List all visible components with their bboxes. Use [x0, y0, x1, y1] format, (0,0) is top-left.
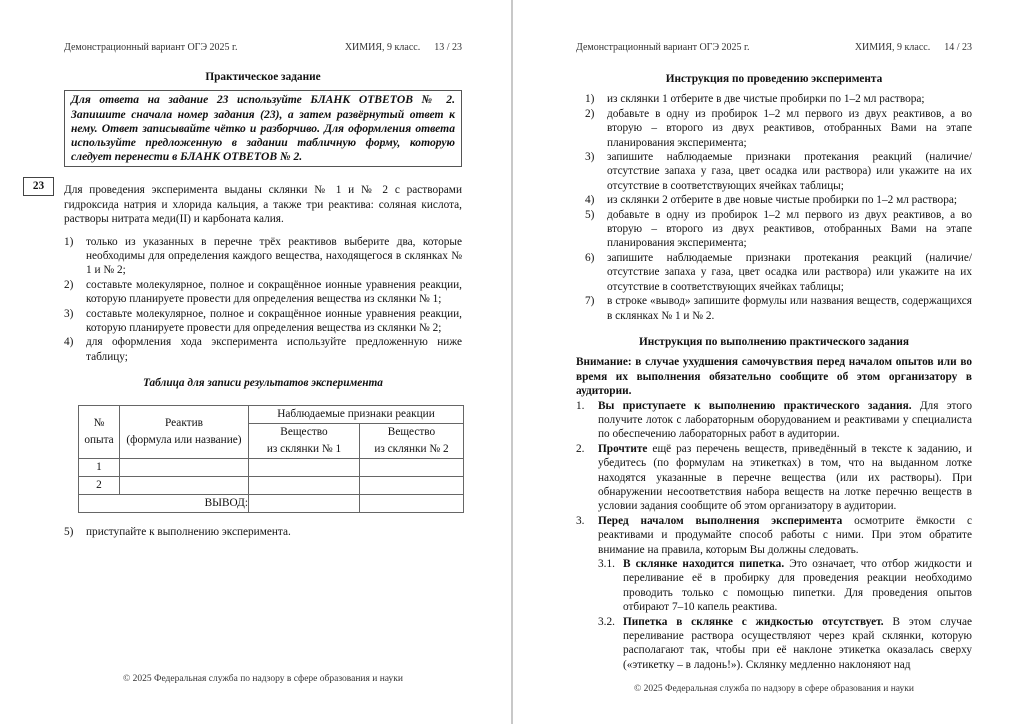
table-row: [79, 476, 464, 494]
list-item: [585, 107, 972, 150]
item-number: 2): [585, 107, 595, 120]
list-item: [585, 208, 972, 251]
header-no-line1: №: [93, 416, 105, 429]
section-title: Практическое задание: [205, 71, 321, 83]
list-item: [585, 294, 972, 323]
item-number: 1): [64, 235, 74, 248]
header-exam-title: Демонстрационный вариант ОГЭ 2025 г.: [576, 42, 750, 53]
header-subject: ХИМИЯ, 9 класс.: [344, 42, 421, 53]
list-item: [64, 335, 462, 364]
page-13: [0, 0, 511, 724]
task-number: 23: [23, 177, 54, 196]
list-item: [585, 193, 972, 207]
header-substance-2: [360, 423, 464, 458]
item-number: 7): [585, 295, 595, 308]
item-text: Это означает, что отбор жидкости и переливание её в пробирку для проведения реакции необходимо проводить только с помощью пипетки. Для проведения опытов отбирают 7–10 капель реактива.: [623, 558, 972, 614]
header-reagent: [120, 405, 249, 458]
item-number: 3.2.: [598, 615, 615, 628]
task-intro: Для проведения эксперимента выданы склянки № 1 и № 2 с растворами гидроксида натрия и хлорида кальция, а также три реактива: соляная кислота, растворы нитрата меди(II) и карбоната калия.: [64, 184, 462, 226]
item-text: добавьте в одну из пробирок 1–2 мл первого из двух реактивов, а во вторую – второго из двух реактивов, отобранных Вами на этапе планирования эксперимента;: [607, 107, 972, 149]
experiment-steps: [585, 92, 972, 323]
item-text: составьте молекулярное, полное и сокращённое ионные уравнения реакции, которую планируете провести для определения вещества из склянки № 1;: [86, 278, 462, 306]
practical-subrules: [598, 557, 972, 672]
item-text: составьте молекулярное, полное и сокращённое ионные уравнения реакции, которую планируете провести для определения вещества из склянки № 2;: [86, 307, 462, 335]
item-number: 1.: [576, 399, 585, 412]
item-text: для оформления хода эксперимента используйте предложенную ниже таблицу;: [86, 336, 462, 363]
header-no-line2: опыта: [84, 433, 114, 446]
item-number: 5): [64, 525, 74, 538]
row-number: 2: [79, 476, 120, 494]
page-14: [513, 0, 1024, 724]
item-text: осмотрите ёмкости с реактивами и продумайте способ работы с ними. При этом обратите внимание на правила, которым Вы должны следовать.: [598, 514, 972, 556]
safety-warning: Внимание: в случае ухудшения самочувствия перед началом опытов или во время их выполнения обязательно сообщите об этом организатору в аудитории.: [576, 356, 972, 398]
item-number: 3): [64, 307, 74, 320]
page-footer: © 2025 Федеральная служба по надзору в сфере образования и науки: [633, 684, 914, 695]
item-lead: Перед началом выполнения эксперимента: [598, 514, 843, 527]
item-text: ещё раз перечень веществ, приведённый в тексте к заданию, и убедитесь (по формулам на этикетках) в том, что на выданном лотке находятся указанные в перечне вещества (или их растворы). При обнаружении несоответствия набора веществ на лотке перечню веществ в условии задания сообщите об этом организатору в аудитории.: [598, 442, 972, 513]
header-reagent-line1: Реактив: [165, 416, 203, 429]
task-step-5: [64, 525, 462, 539]
item-number: 3.: [576, 514, 585, 527]
cell: [120, 458, 249, 476]
cell: [249, 494, 360, 512]
item-number: 1): [585, 93, 595, 106]
section-title: Инструкция по проведению эксперимента: [665, 73, 883, 85]
list-item: [576, 399, 972, 442]
page-content: [576, 41, 972, 697]
list-item: [576, 514, 972, 557]
task-steps: [64, 235, 462, 365]
item-text: в строке «вывод» запишите формулы или названия веществ, содержащихся в склянках № 1 и № 2.: [607, 295, 972, 322]
item-lead: Прочтите: [598, 442, 648, 455]
list-item: [64, 278, 462, 307]
cell: [360, 494, 464, 512]
header-reagent-line2: (формула или название): [126, 433, 242, 446]
list-item: [64, 307, 462, 336]
list-item: [598, 557, 972, 615]
list-item: [64, 525, 462, 539]
list-item: [585, 92, 972, 106]
results-table: [78, 405, 464, 513]
header-sub2-line1: Вещество: [387, 425, 436, 438]
cell: [360, 476, 464, 494]
header-substance-1: [249, 423, 360, 458]
cell: [360, 458, 464, 476]
item-text: из склянки 1 отберите в две чистые пробирки по 1–2 мл раствора;: [607, 93, 925, 106]
header-no: [79, 405, 120, 458]
item-text: из склянки 2 отберите в две новые чистые пробирки по 1–2 мл раствора;: [607, 194, 957, 207]
item-lead: Вы приступаете к выполнению практического задания.: [598, 399, 912, 412]
header-exam-title: Демонстрационный вариант ОГЭ 2025 г.: [64, 42, 238, 53]
header-page-number: 13 / 23: [434, 42, 462, 53]
item-lead: Пипетка в склянке с жидкостью отсутствует.: [623, 615, 884, 628]
conclusion-label: ВЫВОД:: [79, 494, 249, 512]
item-lead: В склянке находится пипетка.: [623, 558, 785, 570]
section-title-2: Инструкция по выполнению практического задания: [638, 335, 910, 348]
item-text: запишите наблюдаемые признаки протекания реакций (наличие/ отсутствие запаха у газа, цвет осадка или раствора) или укажите на их отсутствие в соответствующих ячейках таблицы;: [607, 251, 972, 293]
item-text: запишите наблюдаемые признаки протекания реакций (наличие/ отсутствие запаха у газа, цвет осадка или раствора) или укажите на их отсутствие в соответствующих ячейках таблицы;: [607, 151, 972, 192]
page-header: [64, 41, 462, 54]
list-item: [64, 235, 462, 278]
list-item: [585, 251, 972, 294]
item-text: добавьте в одну из пробирок 1–2 мл первого из двух реактивов, а во вторую – второго из двух реактивов, отобранных Вами на этапе планирования эксперимента;: [607, 208, 972, 250]
cell: [120, 476, 249, 494]
conclusion-row: [79, 494, 464, 512]
item-text: приступайте к выполнению эксперимента.: [86, 525, 291, 538]
item-number: 3): [585, 151, 595, 164]
item-number: 6): [585, 251, 595, 264]
item-number: 2.: [576, 442, 585, 455]
header-observed-signs: Наблюдаемые признаки реакции: [249, 405, 464, 423]
table-caption: Таблица для записи результатов эксперимента: [143, 377, 383, 390]
item-text: Для этого получите лоток с лабораторным оборудованием и реактивами у специалиста по обеспечению лабораторных работ в аудитории.: [598, 399, 972, 441]
header-sub1-line2: из склянки № 1: [266, 442, 342, 455]
answer-instructions-box: Для ответа на задание 23 используйте БЛАНК ОТВЕТОВ № 2. Запишите сначала номер задания (23), а затем развёрнутый ответ к нему. Ответ записывайте чётко и разборчиво. Для оформления ответа используйте предложенную в задании табличную форму, которую следует перенести в БЛАНК ОТВЕТОВ № 2.: [64, 90, 462, 167]
table-row: [79, 458, 464, 476]
practical-rules: [576, 399, 972, 557]
item-number: 4): [585, 194, 595, 207]
header-page-number: 14 / 23: [944, 42, 972, 53]
item-number: 3.1.: [598, 558, 615, 570]
header-sub1-line1: Вещество: [280, 425, 328, 438]
page-footer: © 2025 Федеральная служба по надзору в сфере образования и науки: [122, 673, 403, 684]
page-content: [32, 41, 462, 686]
header-subject: ХИМИЯ, 9 класс.: [854, 42, 931, 53]
task-intro-block: [32, 180, 462, 226]
cell: [249, 458, 360, 476]
list-item: [585, 150, 972, 193]
header-sub2-line2: из склянки № 2: [374, 442, 449, 455]
item-number: 5): [585, 208, 595, 221]
list-item: [598, 615, 972, 673]
item-number: 4): [64, 336, 74, 349]
page-header: [576, 41, 972, 54]
row-number: 1: [79, 458, 120, 476]
item-number: 2): [64, 278, 74, 291]
item-text: только из указанных в перечне трёх реактивов выберите два, которые необходимы для определения каждого вещества, находящегося в склянках № 1 и № 2;: [86, 235, 462, 277]
item-text: В этом случае переливание раствора осуществляют через край склянки, которую располагают так, чтобы при её наклоне этикетка оказалась сверху («этикетку – в ладонь!»). Склянку медленно наклоняют над: [623, 615, 972, 671]
cell: [249, 476, 360, 494]
list-item: [576, 442, 972, 514]
